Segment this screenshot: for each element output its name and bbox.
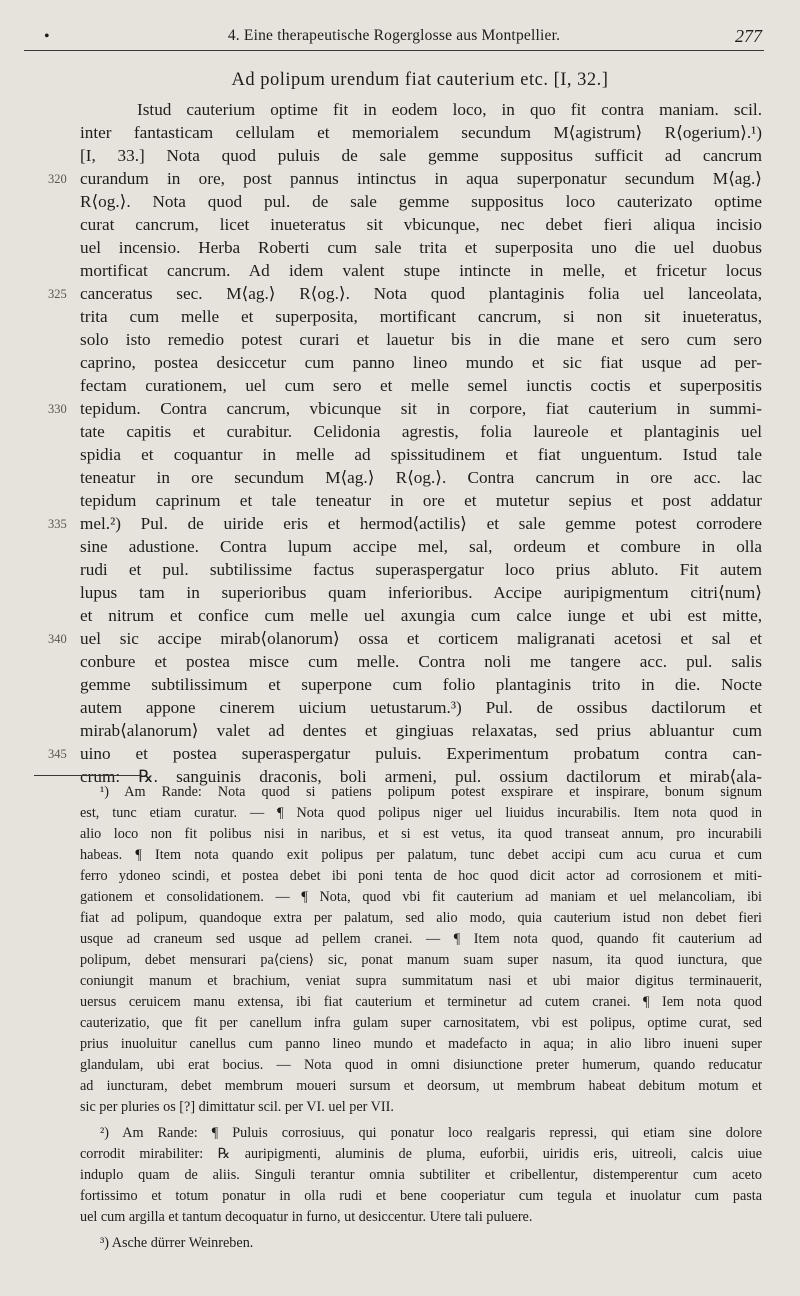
footnote-text: ferro ydoneo scindi, et postea debet ibi poni tenta de hoc quod dicit actor ad corrosionem et miti- — [80, 868, 762, 884]
line-text: [I, 33.] Nota quod puluis de sale gemme suppositus sufficit ad cancrum — [80, 146, 762, 165]
running-header — [24, 22, 764, 51]
footnote-line — [0, 950, 800, 971]
text-line — [0, 282, 800, 305]
footnote-text: uel cum argilla et tantum decoquatur in furno, ut desiccentur. Utere tali puluere. — [80, 1209, 533, 1225]
text-line — [0, 558, 800, 581]
footnote-line — [0, 1076, 800, 1097]
footnote-text: usque ad craneum sed usque ad pellem cranei. — ¶ Item nota quod, quando fit cauterium ad — [80, 931, 762, 947]
footnote-text: ad iuncturam, debet membrum moueri sursum et deorsum, ut membrum habeat debitum motum et — [80, 1078, 762, 1094]
header-title: 4. Eine therapeutische Rogerglosse aus Montpellier. — [227, 27, 561, 44]
footnote-line — [0, 824, 800, 845]
footnote-text: polipum, debet mensurari pa⟨ciens⟩ sic, ponat manum suam super nasum, ita quod iunctura, que — [80, 952, 762, 968]
line-text: autem appone cinerem uicium uetustarum.³) Pul. de ossibus dactilorum et — [80, 698, 762, 717]
footnote-line — [0, 929, 800, 950]
footnote-line — [0, 1055, 800, 1076]
footnote-line — [0, 782, 800, 803]
footnote-text: glandulam, ubi erat bocius. — Nota quod in omni disiunctione preter humerum, quando reducatur — [80, 1057, 762, 1073]
text-line — [0, 466, 800, 489]
text-line — [0, 98, 800, 121]
line-number: 340 — [48, 632, 67, 646]
header-mark: • — [44, 28, 50, 45]
footnote-text: ¹) Am Rande: Nota quod si patiens polipum potest exspirare et inspirare, bonum signum — [100, 784, 762, 800]
line-text: caprino, postea desiccetur cum panno lineo mundo et sic fiat usque ad per- — [80, 353, 762, 372]
footnote-text: ²) Am Rande: ¶ Puluis corrosiuus, qui ponatur loco realgaris repressi, qui etiam sine dolore — [100, 1125, 762, 1141]
line-text: conbure et postea misce cum melle. Contra noli me tangere acc. pul. salis — [80, 652, 762, 671]
line-text: tepidum caprinum et tale teneatur in ore et mutetur sepius et post addatur — [80, 491, 762, 510]
footnote-text: gationem et consolidationem. — ¶ Nota, quod vbi fit cauterium ad maniam et uel melancoliam, ibi — [80, 889, 762, 905]
footnote-line — [0, 1013, 800, 1034]
text-line — [0, 650, 800, 673]
footnote-line — [0, 887, 800, 908]
footnote-line — [0, 1123, 800, 1144]
footnote-text: fortissimo et totum ponatur in olla rudi et bene cooperiatur cum tegula et inuolatur cum pasta — [80, 1188, 762, 1204]
line-text: curat cancrum, licet inueteratus sit vbicunque, nec debet fieri aliqua incisio — [80, 215, 762, 234]
text-line — [0, 374, 800, 397]
footnote-rule — [34, 775, 142, 776]
line-text: uino et postea superaspergatur puluis. Experimentum probatum contra can- — [80, 744, 762, 763]
section-heading: Ad polipum urendum fiat cauterium etc. [I, 32.] — [231, 70, 609, 90]
footnote-line — [0, 866, 800, 887]
text-line — [0, 719, 800, 742]
footnote-line — [0, 1233, 800, 1254]
text-line — [0, 420, 800, 443]
text-line — [0, 259, 800, 282]
line-text: tate capitis et curabitur. Celidonia agrestis, folia laureole et plantaginis uel — [80, 422, 762, 441]
line-number: 325 — [48, 287, 67, 301]
footnote-text: prius inuoluitur canellus cum panno lineo mundo et madefacto in aqua; in alio libro inueni super — [80, 1036, 762, 1052]
line-text: sine adustione. Contra lupum accipe mel, sal, ordeum et combure in olla — [80, 537, 762, 556]
text-line — [0, 121, 800, 144]
line-text: inter fantasticam cellulam et memorialem secundum M⟨agistrum⟩ R⟨ogerium⟩.¹) — [80, 123, 762, 142]
footnote-text: sic per pluries os [?] dimittatur scil. per VI. uel per VII. — [80, 1099, 394, 1115]
footnote-line — [0, 1165, 800, 1186]
footnotes — [0, 782, 800, 1254]
line-text: solo isto remedio potest curari et lauetur bis in die mane et sero cum sero — [80, 330, 762, 349]
footnote-text: coniungit manum et brachium, veniat supra summitatum nasi et ubi maior digitus terminauerit, — [80, 973, 762, 989]
footnote-text: induplo quam de aliis. Singuli terantur omnia subtiliter et cribellentur, distemperentur cum aceto — [80, 1167, 762, 1183]
line-text: lupus tam in superioribus quam inferioribus. Accipe auripigmentum citri⟨num⟩ — [80, 583, 762, 602]
text-line — [0, 696, 800, 719]
text-line — [0, 167, 800, 190]
text-line — [0, 328, 800, 351]
line-text: mirab⟨alanorum⟩ valet ad dentes et gingiuas relaxatas, sed prius abluantur cum — [80, 721, 762, 740]
text-line — [0, 535, 800, 558]
footnote-line — [0, 992, 800, 1013]
line-text: teneatur in ore secundum M⟨ag.⟩ R⟨og.⟩. Contra cancrum in ore acc. lac — [80, 468, 762, 487]
footnote-line — [0, 1034, 800, 1055]
line-text: fectam curationem, uel cum sero et melle semel iunctis coctis et superpositis — [80, 376, 762, 395]
main-text — [0, 98, 800, 788]
line-text: et nitrum et confice cum melle uel axungia cum calce iunge et ubi est mitte, — [80, 606, 762, 625]
text-line — [0, 581, 800, 604]
footnote-text: alio loco non fit polibus nisi in naribus, et si est vetus, ita quod transeat annum, pro incurabili — [80, 826, 762, 842]
line-text: canceratus sec. M⟨ag.⟩ R⟨og.⟩. Nota quod plantaginis folia uel lanceolata, — [80, 284, 762, 303]
footnote-line — [0, 1097, 800, 1118]
footnote-text: corrodit mirabiliter: ℞ auripigmenti, aluminis de pluma, euforbii, uiridis eris, uitreoli, calcis uiue — [80, 1146, 762, 1162]
footnote-text: habeas. ¶ Item nota quando exit polipus per palatum, tunc debet accipi cum acu curua et cum — [80, 847, 762, 863]
footnote-line — [0, 908, 800, 929]
line-number: 320 — [48, 172, 67, 186]
page-number: 277 — [735, 26, 762, 46]
line-text: uel incensio. Herba Roberti cum sale trita et superposita uno die uel duobus — [80, 238, 762, 257]
text-line — [0, 213, 800, 236]
footnote-text: uersus ceruicem manu extensa, ibi fiat cauterium et terminetur ad cutem cranei. ¶ Iem nota quod — [80, 994, 762, 1010]
footnote-line — [0, 1207, 800, 1228]
line-number: 335 — [48, 517, 67, 531]
line-text: Istud cauterium optime fit in eodem loco, in quo fit contra maniam. scil. — [137, 100, 762, 119]
footnote-line — [0, 803, 800, 824]
line-text: crum: ℞. sanguinis draconis, boli armeni, pul. ossium dactilorum et mirab⟨ala- — [80, 767, 762, 786]
line-text: tepidum. Contra cancrum, vbicunque sit in corpore, fiat cauterium in summi- — [80, 399, 762, 418]
line-text: spidia et coquantur in melle ad spissitudinem et fiat unguentum. Istud tale — [80, 445, 762, 464]
text-line — [0, 397, 800, 420]
text-line — [0, 305, 800, 328]
text-line — [0, 236, 800, 259]
text-line — [0, 673, 800, 696]
text-line — [0, 512, 800, 535]
footnote-line — [0, 971, 800, 992]
line-text: trita cum melle et superposita, mortificant cancrum, si non sit inueteratus, — [80, 307, 762, 326]
text-line — [0, 190, 800, 213]
line-number: 330 — [48, 402, 67, 416]
line-text: uel sic accipe mirab⟨olanorum⟩ ossa et corticem maligranati acetosi et sal et — [80, 629, 762, 648]
footnote-text: ³) Asche dürrer Weinreben. — [100, 1235, 254, 1251]
line-text: rudi et pul. subtilissime factus superaspergatur loco prius abluto. Fit autem — [80, 560, 762, 579]
footnote-line — [0, 845, 800, 866]
line-text: gemme subtilissimum et superpone cum folio plantaginis trito in die. Nocte — [80, 675, 762, 694]
text-line — [0, 742, 800, 765]
line-text: R⟨og.⟩. Nota quod pul. de sale gemme suppositus loco cauterizato optime — [80, 192, 762, 211]
line-text: mortificat cancrum. Ad idem valent stupe intincte in melle, et fricetur locus — [80, 261, 762, 280]
footnote-text: est, tunc etiam curatur. — ¶ Nota quod polipus niger uel liuidus incurabilis. Item nota quod in — [80, 805, 762, 821]
text-line — [0, 144, 800, 167]
line-text: curandum in ore, post pannus intinctus in aqua superponatur secundum M⟨ag.⟩ — [80, 169, 762, 188]
line-number: 345 — [48, 747, 67, 761]
footnote-line — [0, 1144, 800, 1165]
text-line — [0, 351, 800, 374]
text-line — [0, 443, 800, 466]
footnote-text: cauterizatio, que fit per canellum infra gulam super carnositatem, vbi est polipus, optime curat, sed — [80, 1015, 762, 1031]
text-line — [0, 489, 800, 512]
text-line — [0, 604, 800, 627]
line-text: mel.²) Pul. de uiride eris et hermod⟨actilis⟩ et sale gemme potest corrodere — [80, 514, 762, 533]
text-line — [0, 627, 800, 650]
footnote-line — [0, 1186, 800, 1207]
footnote-text: fiat ad polipum, quandoque extra per palatum, sed alio modo, quia cauterium istud non debet fieri — [80, 910, 762, 926]
